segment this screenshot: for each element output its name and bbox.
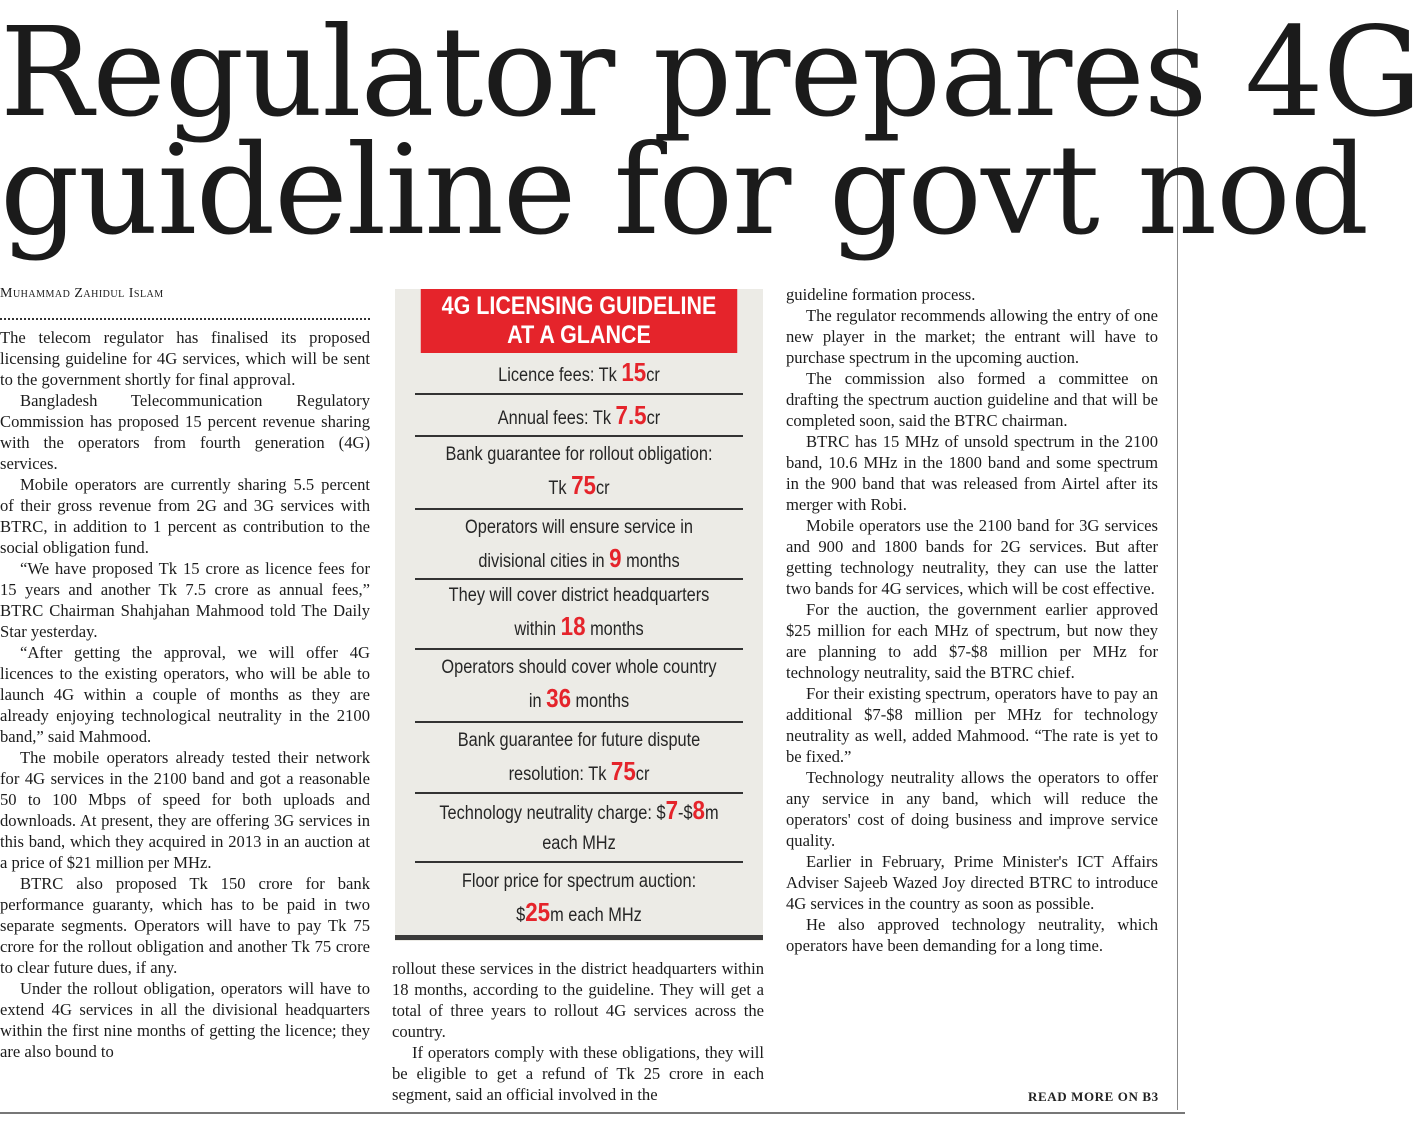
sidebar-divider xyxy=(415,792,743,794)
paragraph: Under the rollout obligation, operators will have to extend 4G services in all the divisional headquarters within the first nine months of getting the licence; they are also bound to xyxy=(0,979,370,1061)
item-text: Technology neutrality charge: $ xyxy=(439,803,666,824)
paragraph: “After getting the approval, we will offer 4G licences to the existing operators, who will be able to launch 4G within a couple of months as they are already enjoying technological neutrality in the 2100 band,” said Mahmood. xyxy=(0,643,370,746)
paragraph: Mobile operators use the 2100 band for 3G services and 900 and 1800 bands for 2G services. But after getting technology neutrality, they can use the latter two bands for 4G services, which will be cost effective. xyxy=(786,516,1158,598)
item-number: 9 xyxy=(609,543,622,573)
sidebar-item-tech-neutrality xyxy=(438,795,720,859)
item-number: 25 xyxy=(525,897,551,927)
paragraph: He also approved technology neutrality, which operators have been demanding for a long time. xyxy=(786,915,1158,955)
item-number: 7.5 xyxy=(615,400,647,430)
paragraph: If operators comply with these obligations, they will be eligible to get a refund of Tk 25 crore in each segment, said an official involved in the xyxy=(392,1043,764,1104)
paragraph: The telecom regulator has finalised its proposed licensing guideline for 4G services, which will be sent to the government shortly for final approval. xyxy=(0,328,370,389)
sidebar-divider xyxy=(415,393,743,395)
item-unit: cr xyxy=(646,365,660,386)
item-number: 8 xyxy=(692,795,705,825)
item-unit: months xyxy=(571,691,630,712)
item-text: Operators will ensure service in divisional cities in xyxy=(465,517,693,572)
item-text: -$ xyxy=(678,803,693,824)
item-unit: cr xyxy=(595,478,610,499)
paragraph: “We have proposed Tk 15 crore as licence fees for 15 years and another Tk 7.5 crore as annual fees,” BTRC Chairman Shahjahan Mahmood told The Daily Star yesterday. xyxy=(0,559,370,641)
item-number: 75 xyxy=(571,470,596,500)
paragraph: Technology neutrality allows the operators to offer any service in any band, which will reduce the operators' cost of doing business and improve service quality. xyxy=(786,768,1158,850)
sidebar-item-floor-price xyxy=(438,867,720,931)
article-column-3 xyxy=(786,284,1158,956)
sidebar-item-annual-fees xyxy=(438,400,720,434)
paragraph: For the auction, the government earlier approved $25 million for each MHz of spectrum, but now they are planning to add $7-$8 million per MHz for technology neutrality, said the BTRC chief. xyxy=(786,600,1158,682)
item-number: 7 xyxy=(665,795,679,825)
byline-divider xyxy=(0,318,370,320)
item-unit: months xyxy=(621,551,680,572)
byline: Muhammad Zahidul Islam xyxy=(0,286,164,301)
paragraph: guideline formation process. xyxy=(786,285,976,304)
item-text: Annual fees: Tk xyxy=(497,408,616,429)
item-unit: cr xyxy=(635,764,650,785)
sidebar-divider xyxy=(415,435,743,437)
sidebar-divider xyxy=(415,721,743,723)
paragraph: BTRC also proposed Tk 150 crore for bank performance guaranty, which has to be paid in two separate segments. Operators will have to pay Tk 75 crore for the rollout obligation and another Tk 75 crore to clear future dues, if any. xyxy=(0,874,370,977)
sidebar-item-licence-fees xyxy=(438,357,720,391)
item-number: 75 xyxy=(610,756,636,786)
article-column-2 xyxy=(392,958,764,1105)
sidebar-title-line-1: 4G LICENSING GUIDELINE xyxy=(441,292,717,320)
item-unit: cr xyxy=(646,408,661,429)
read-more-link[interactable]: READ MORE ON B3 xyxy=(1028,1089,1159,1104)
sidebar-divider xyxy=(415,861,743,863)
sidebar-bottom-rule xyxy=(395,935,763,940)
sidebar-item-dispute-guarantee xyxy=(438,726,720,790)
sidebar-item-district-hq xyxy=(438,581,720,645)
sidebar-divider xyxy=(415,508,743,510)
page-bottom-rule xyxy=(0,1112,1185,1114)
item-number: 15 xyxy=(621,357,647,387)
paragraph: The regulator recommends allowing the entry of one new player in the market; the entrant will have to purchase spectrum in the upcoming auction. xyxy=(786,306,1158,367)
item-text: Operators should cover whole country in xyxy=(441,657,717,712)
paragraph: BTRC has 15 MHz of unsold spectrum in the 2100 band, 10.6 MHz in the 1800 band and some spectrum in the 900 band that was released from Airtel after its merger with Robi. xyxy=(786,432,1158,514)
item-text: Bank guarantee for future dispute resolution: Tk xyxy=(457,730,701,785)
item-text: Floor price for spectrum auction: $ xyxy=(461,871,697,926)
paragraph: rollout these services in the district headquarters within 18 months, according to the guideline. They will get a total of three years to rollout 4G services across the country. xyxy=(392,959,764,1041)
paragraph: Bangladesh Telecommunication Regulatory Commission has proposed 15 percent revenue sharing with the operators from fourth generation (4G) services. xyxy=(0,391,370,473)
sidebar-item-whole-country xyxy=(438,653,720,717)
sidebar-item-rollout-guarantee xyxy=(438,440,720,504)
paragraph: Earlier in February, Prime Minister's ICT Affairs Adviser Sajeeb Wazed Joy directed BTRC to introduce 4G services in the country as soon as possible. xyxy=(786,852,1158,913)
item-unit: m each MHz xyxy=(542,803,719,854)
item-text: Licence fees: Tk xyxy=(498,365,622,386)
item-text: Bank guarantee for rollout obligation: Tk xyxy=(445,444,713,499)
sidebar-divider xyxy=(415,648,743,650)
article-column-1 xyxy=(0,327,370,1062)
paragraph: For their existing spectrum, operators have to pay an additional $7-$8 million per MHz for technology neutrality as well, added Mahmood. “The rate is yet to be fixed.” xyxy=(786,684,1158,766)
headline xyxy=(0,1,1421,263)
sidebar-divider xyxy=(415,578,743,580)
paragraph: The commission also formed a committee on drafting the spectrum auction guideline and that will be completed soon, said the BTRC chairman. xyxy=(786,369,1158,430)
headline-line-1: Regulator prepares 4G xyxy=(0,1,1421,145)
item-number: 18 xyxy=(560,611,586,641)
item-unit: m each MHz xyxy=(550,905,642,926)
sidebar-title xyxy=(421,289,737,353)
item-number: 36 xyxy=(546,683,572,713)
sidebar-item-divisional-cities xyxy=(438,513,720,577)
sidebar-title-line-2: AT A GLANCE xyxy=(507,321,651,349)
item-unit: months xyxy=(585,619,644,640)
paragraph: The mobile operators already tested their network for 4G services in the 2100 band and got a reasonable 50 to 100 Mbps of speed for both uploads and downloads. At present, they are offering 3G services in this band, which they acquired in 2013 in an auction at a price of $21 million per MHz. xyxy=(0,748,370,872)
item-text: They will cover district headquarters within xyxy=(448,585,710,640)
paragraph: Mobile operators are currently sharing 5.5 percent of their gross revenue from 2G and 3G services with BTRC, in addition to 1 percent as contribution to the social obligation fund. xyxy=(0,475,370,557)
headline-line-2: guideline for govt nod xyxy=(0,119,1369,263)
guideline-sidebar xyxy=(395,289,763,941)
